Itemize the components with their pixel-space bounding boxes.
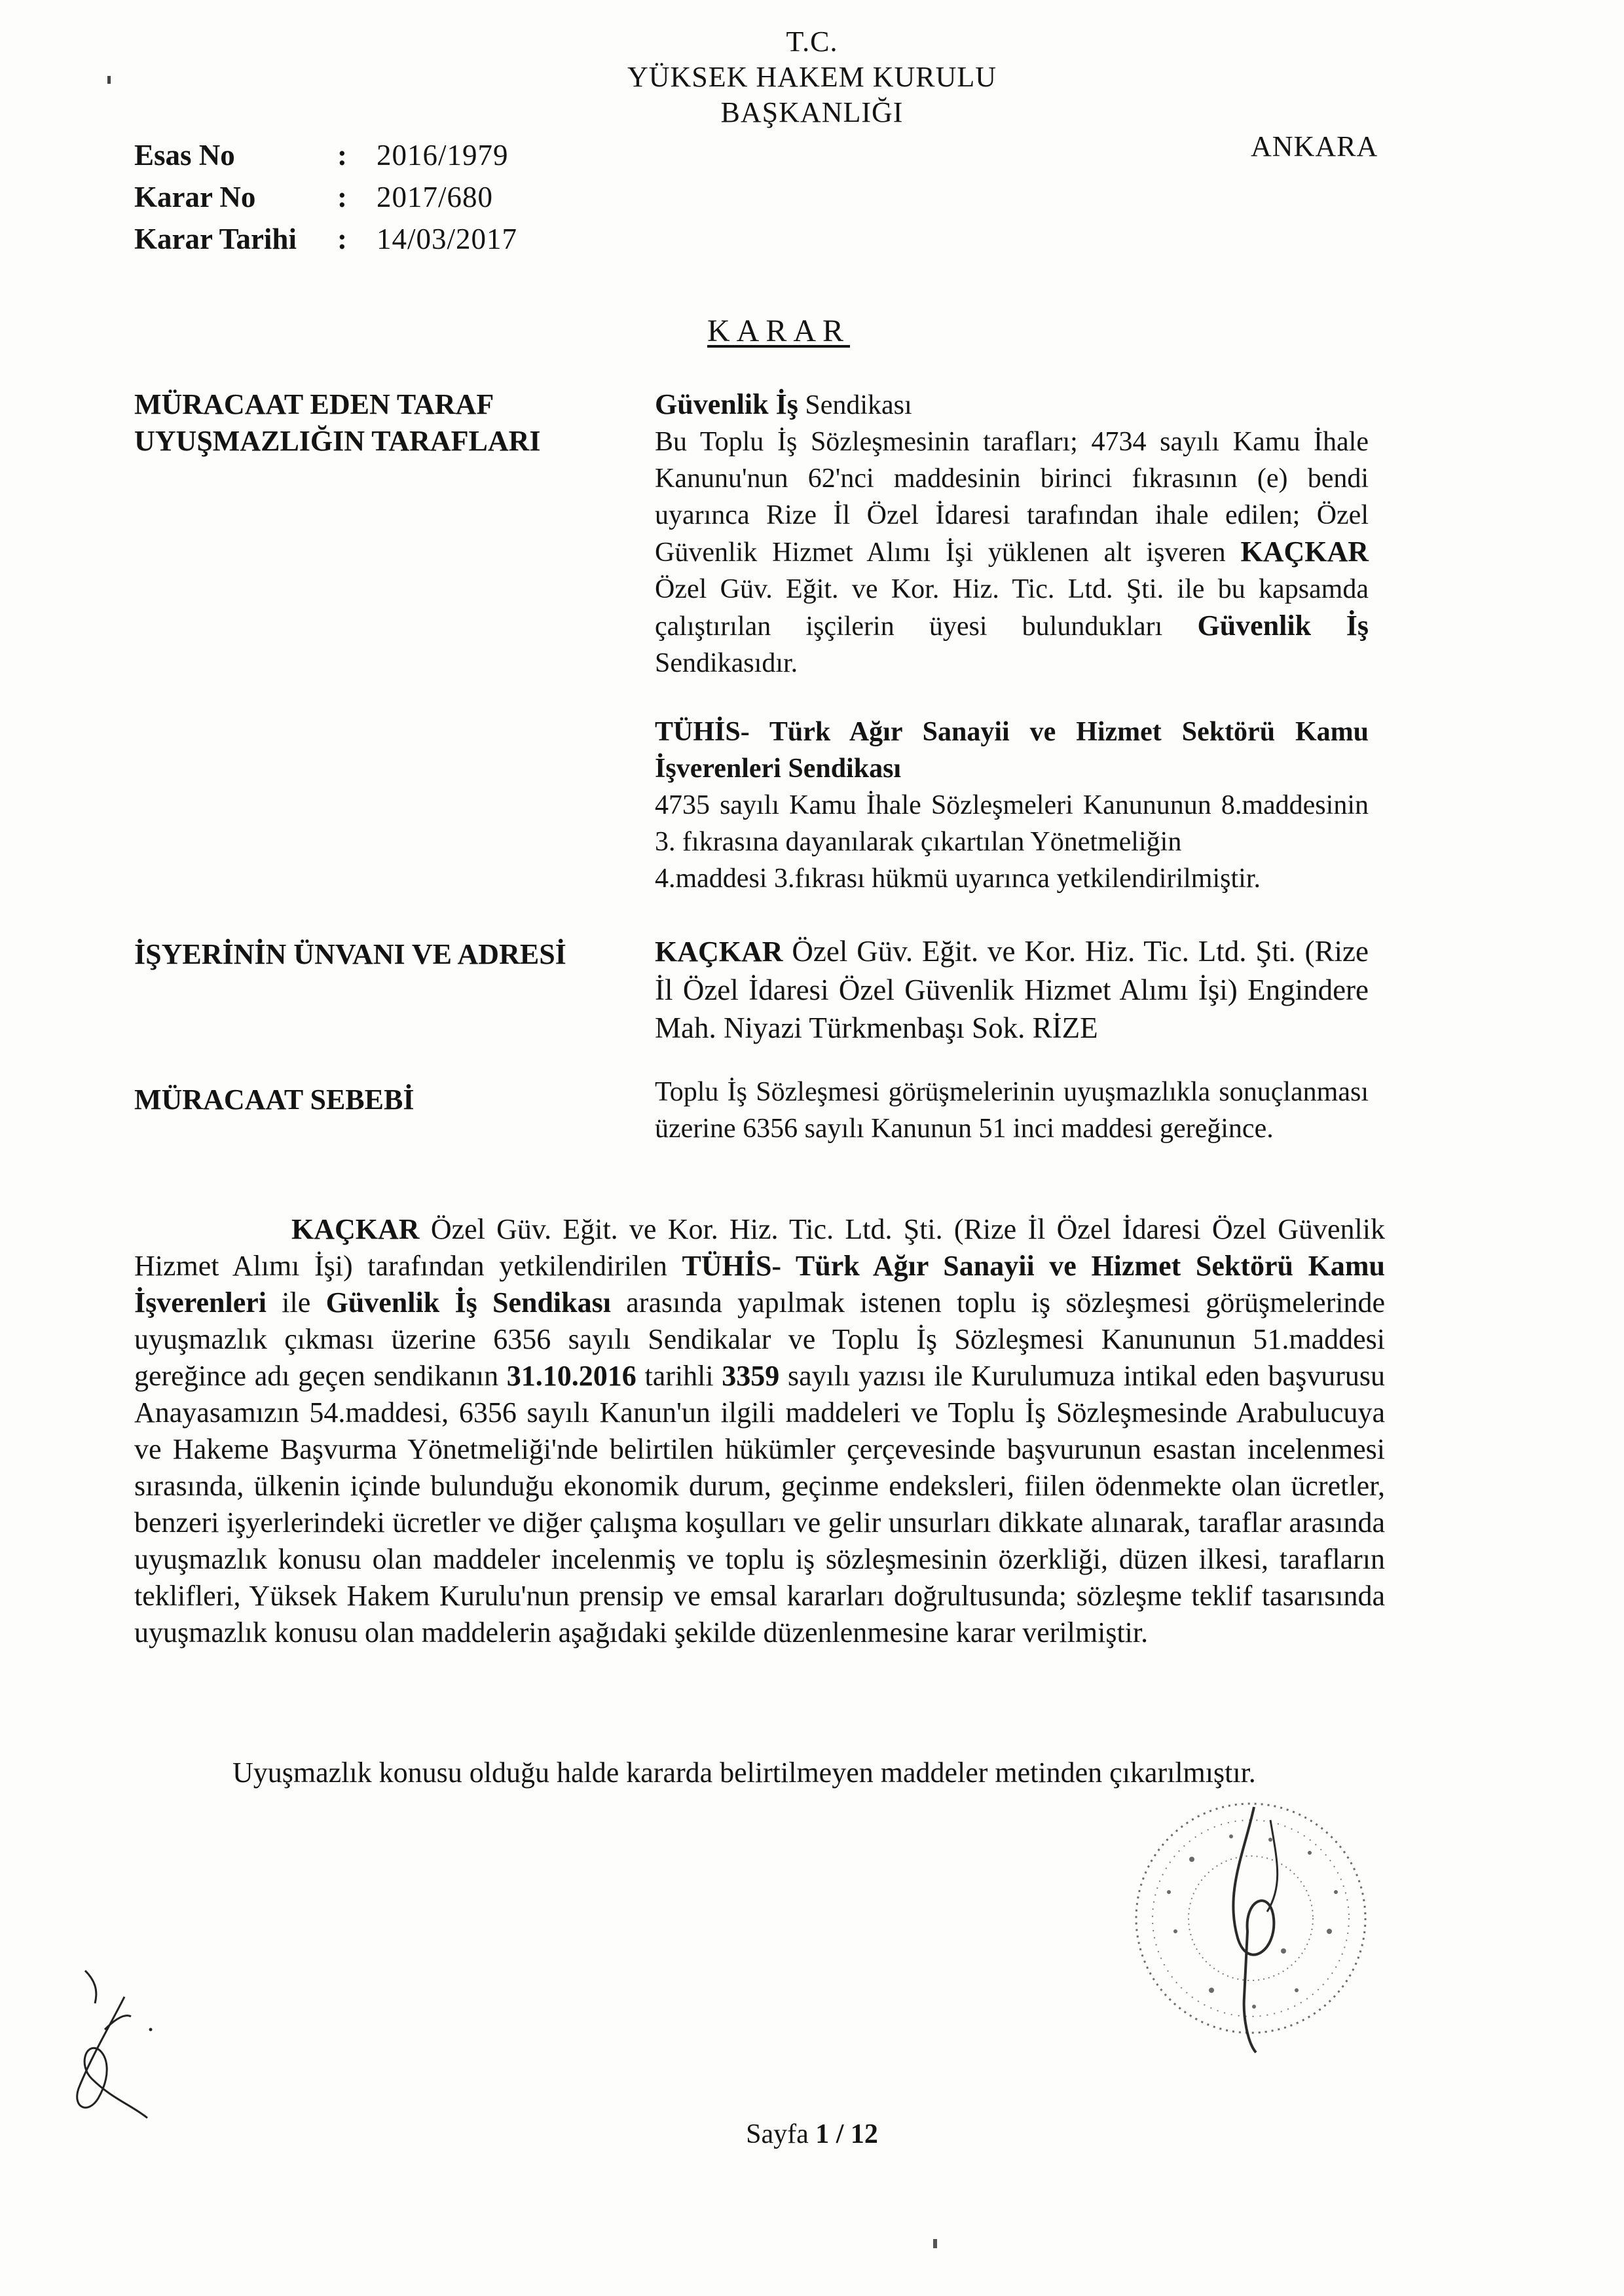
page-separator: /	[829, 2119, 851, 2149]
meta-label: Karar No	[134, 181, 256, 213]
employer-text-2: 4.maddesi 3.fıkrası hükmü uyarınca yetkilendirilmiştir.	[655, 864, 1261, 894]
meta-colon: :	[337, 181, 347, 213]
meta-label: Esas No	[134, 139, 235, 172]
meta-colon: :	[337, 223, 347, 255]
header-institution: YÜKSEK HAKEM KURULU	[627, 61, 997, 93]
meta-colon: :	[337, 139, 347, 172]
applicant-line	[655, 386, 1369, 424]
meta-value: 2017/680	[377, 181, 494, 213]
union-text: Bu Toplu İş Sözleşmesinin tarafları; 4734 sayılı Kamu İhale Kanunu'nun 62'nci maddesinin birinci fıkrasının (e) bendi uyarınca Rize İl Özel İdaresi tarafından ihale edilen; Özel Güvenlik Hizmet Alımı İşi yüklenen alt işveren	[655, 427, 1369, 568]
reason-label: MÜRACAAT SEBEBİ	[134, 1084, 415, 1116]
workplace-company: KAÇKAR	[655, 936, 783, 968]
company-name: KAÇKAR	[1240, 536, 1369, 568]
page-total: 12	[850, 2119, 878, 2149]
applicant-name: Güvenlik İş	[655, 388, 798, 420]
applicant-block	[655, 386, 1369, 682]
body-text: tarihli	[636, 1360, 722, 1392]
meta-row-tarih	[134, 218, 517, 260]
reason-text: Toplu İş Sözleşmesi görüşmelerinin uyuşmazlıkla sonuçlanması üzerine 6356 sayılı Kanunun 51 inci maddesi gereğince.	[655, 1077, 1369, 1144]
meta-label: Karar Tarihi	[134, 223, 297, 255]
header-tc: T.C.	[786, 26, 838, 58]
body-company: KAÇKAR	[291, 1213, 420, 1245]
parties-label: UYUŞMAZLIĞIN TARAFLARI	[134, 425, 541, 457]
meta-value: 2016/1979	[377, 139, 509, 172]
page-prefix: Sayfa	[746, 2119, 816, 2149]
meta-value: 14/03/2017	[377, 223, 518, 255]
employer-text-1: 4735 sayılı Kamu İhale Sözleşmeleri Kanununun 8.maddesinin 3. fıkrasına dayanılarak çıkartılan Yönetmeliğin	[655, 790, 1369, 857]
body-text: ile	[267, 1286, 326, 1319]
applicant-suffix: Sendikası	[798, 390, 912, 420]
union-name: Güvenlik İş	[1197, 610, 1369, 642]
body-employer: TÜHİS- Türk Ağır Sanayii ve Hizmet Sektörü Kamu İşverenleri	[134, 1250, 1385, 1319]
workplace-text: Özel Güv. Eğit. ve Kor. Hiz. Tic. Ltd. Şti. (Rize İl Özel İdaresi Özel Güvenlik Hizmet Alımı İşi) Engindere Mah. Niyazi Türkmenbaşı Sok. RİZE	[655, 935, 1369, 1044]
body-text: sayılı yazısı ile Kurulumuza intikal eden başvurusu Anayasamızın 54.maddesi, 6356 sayılı Kanun'un ilgili maddeleri ve Toplu İş Sözleşmesinde Arabulucuya ve Hakeme Başvurma Yönetmeliği'nde belirtilen hükümler çerçevesinde başvurunun esastan incelenmesi sırasında, ülkenin içinde bulunduğu ekonomik durum, geçinme endeksleri, fiilen ödenmekte olan ücretler, benzeri işyerlerindeki ücretler ve diğer çalışma koşulları ve gelir unsurları dikkate alınarak, taraflar arasında uyuşmazlık konusu olan maddeler incelenmiş ve toplu iş sözleşmesinin özerkliği, düzen ilkesi, tarafların teklifleri, Yüksek Hakem Kurulu'nun prensip ve emsal kararları doğrultusunda; sözleşme teklif tasarısında uyuşmazlık konusu olan maddelerin aşağıdaki şekilde düzenlenmesine karar verilmiştir.	[134, 1360, 1385, 1649]
body-number: 3359	[722, 1360, 780, 1392]
body-paragraph-1	[134, 1211, 1385, 1651]
case-metadata	[134, 134, 517, 260]
body-paragraph-2: Uyuşmazlık konusu olduğu halde kararda belirtilmeyen maddeler metinden çıkarılmıştır.	[232, 1757, 1256, 1789]
union-text: Sendikasıdır.	[655, 648, 798, 678]
employer-name: TÜHİS- Türk Ağır Sanayii ve Hizmet Sektörü Kamu İşverenleri Sendikası	[655, 717, 1369, 784]
body-text: Özel Güv. Eğit. ve Kor. Hiz. Tic. Ltd. Şti. (Rize İl Özel İdaresi Özel Güvenlik Hizmet Alımı İşi) tarafından yetkilendirilen	[134, 1213, 1385, 1282]
decision-title: KARAR	[707, 314, 851, 348]
handwritten-signature	[59, 1951, 177, 2128]
meta-row-karar	[134, 176, 517, 218]
official-seal-stamp	[1113, 1781, 1388, 2056]
employer-block	[655, 714, 1369, 897]
union-description	[655, 424, 1369, 682]
body-text: arasında yapılmak istenen toplu iş sözleşmesi görüşmelerinde uyuşmazlık çıkması üzerine 6356 sayılı Sendikalar ve Toplu İş Sözleşmesi Kanununun 51.maddesi gereğince adı geçen sendikanın	[134, 1286, 1385, 1392]
page-footer	[0, 2119, 1624, 2150]
applicant-label: MÜRACAAT EDEN TARAF	[134, 388, 494, 420]
body-union: Güvenlik İş Sendikası	[325, 1286, 611, 1319]
body-date: 31.10.2016	[506, 1360, 637, 1392]
workplace-block	[655, 932, 1369, 1047]
header-city: ANKARA	[1251, 130, 1378, 162]
page-current: 1	[815, 2119, 830, 2149]
workplace-label: İŞYERİNİN ÜNVANI VE ADRESİ	[134, 938, 566, 970]
meta-row-esas	[134, 134, 517, 176]
scan-mark	[933, 2239, 937, 2248]
header-office: BAŞKANLIĞI	[720, 96, 904, 128]
union-text: Özel Güv. Eğit. ve Kor. Hiz. Tic. Ltd. Şti. ile bu kapsamda çalıştırılan işçilerin üyesi bulundukları	[655, 574, 1369, 642]
